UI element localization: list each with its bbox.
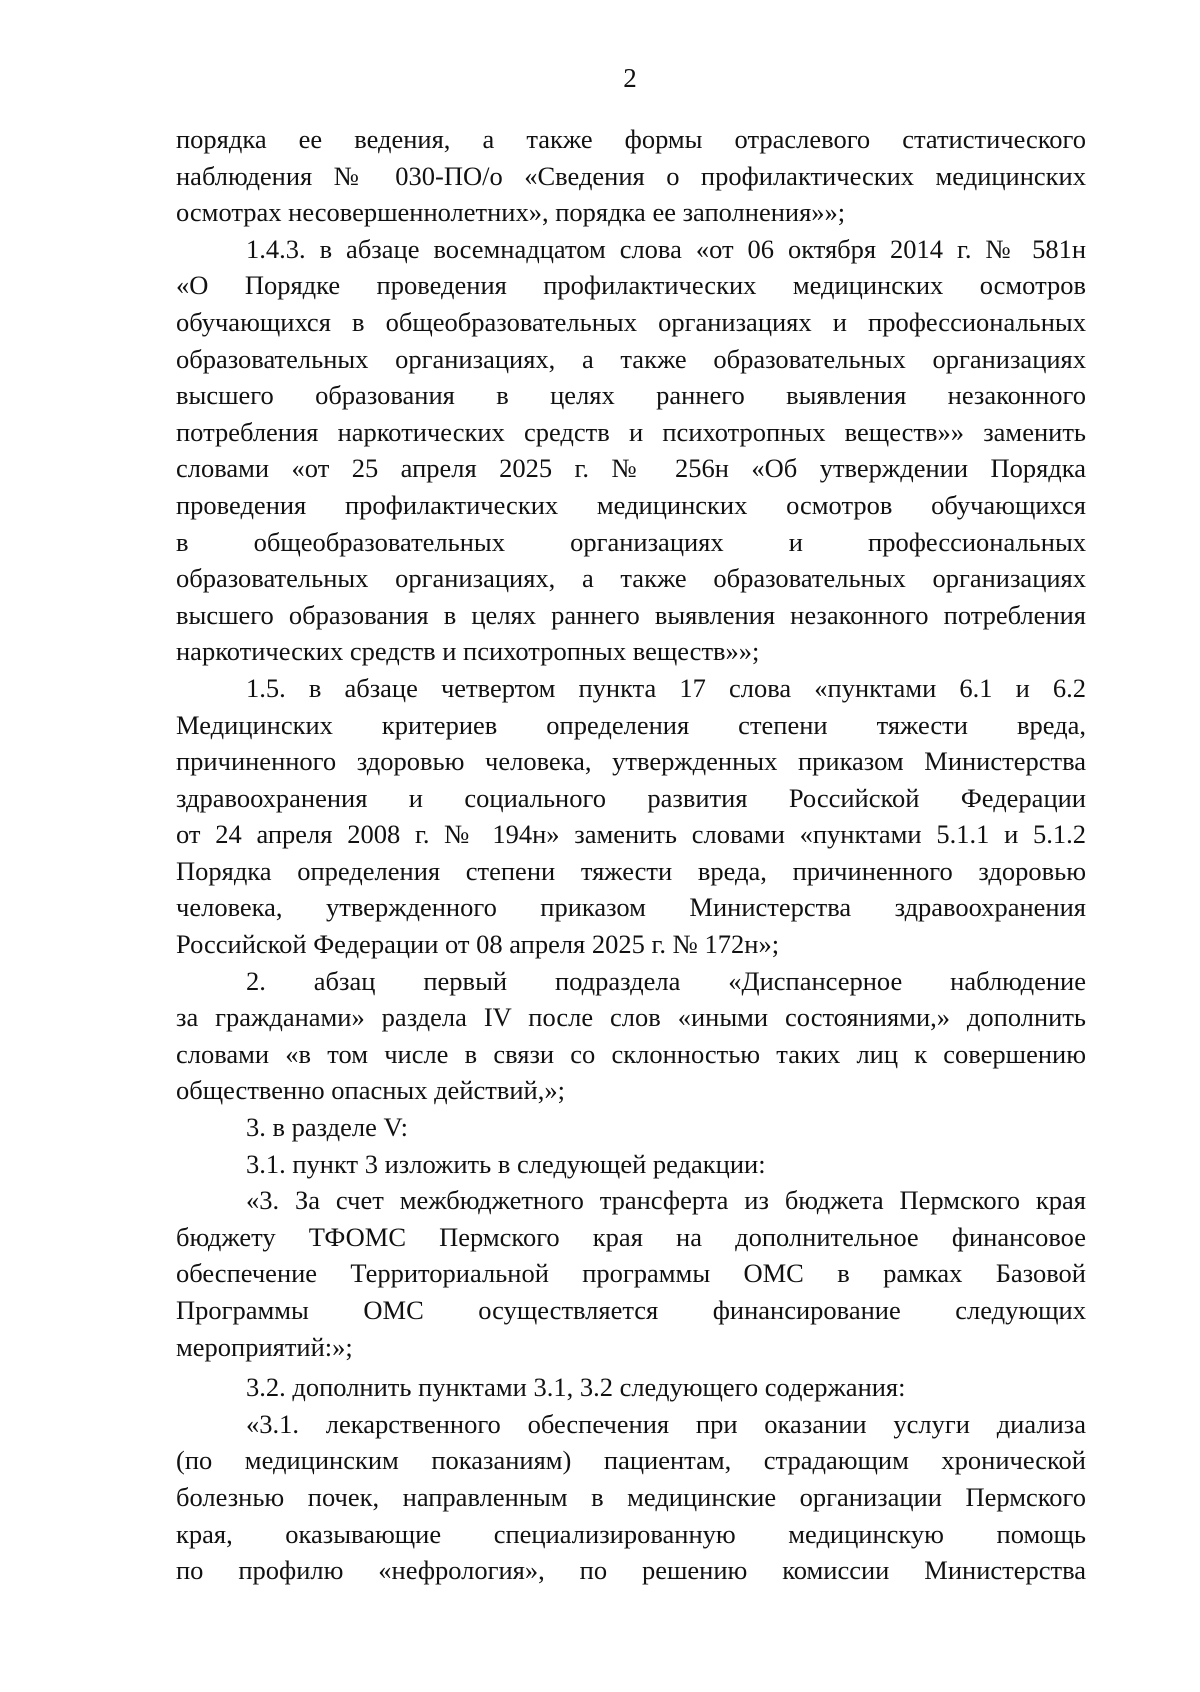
text-line: здравоохранения и социального развития Российской Федерации: [176, 782, 1086, 813]
text-line: края, оказывающие специализированную медицинскую помощь: [176, 1518, 1086, 1549]
text-line: человека, утвержденного приказом Министерства здравоохранения: [176, 892, 1086, 923]
text-line: словами «от 25 апреля 2025 г. № 256н «Об утверждении Порядка: [176, 453, 1086, 484]
text-line: осмотрах несовершеннолетних», порядка ее заполнения»»;: [176, 197, 846, 228]
text-line: от 24 апреля 2008 г. № 194н» заменить словами «пунктами 5.1.1 и 5.1.2: [176, 819, 1086, 850]
text-line: по профилю «нефрология», по решению комиссии Министерства: [176, 1555, 1086, 1586]
text-line: 3. в разделе V:: [246, 1112, 409, 1143]
text-line: обеспечение Территориальной программы ОМС в рамках Базовой: [176, 1258, 1086, 1289]
text-line: образовательных организациях, а также образовательных организациях: [176, 343, 1086, 374]
text-line: причиненного здоровью человека, утвержденных приказом Министерства: [176, 746, 1086, 777]
text-line: болезнью почек, направленным в медицинские организации Пермского: [176, 1481, 1086, 1512]
text-line: в общеобразовательных организациях и профессиональных: [176, 526, 1086, 557]
text-line: за гражданами» раздела IV после слов «иными состояниями,» дополнить: [176, 1002, 1086, 1033]
text-line: мероприятий:»;: [176, 1331, 353, 1362]
text-line: потребления наркотических средств и психотропных веществ»» заменить: [176, 416, 1086, 447]
text-line: 3.2. дополнить пунктами 3.1, 3.2 следующего содержания:: [246, 1372, 906, 1403]
text-line: наблюдения № 030-ПО/о «Сведения о профилактических медицинских: [176, 160, 1086, 191]
text-line: обучающихся в общеобразовательных организациях и профессиональных: [176, 306, 1086, 337]
page-number: 2: [623, 63, 637, 93]
text-line: порядка ее ведения, а также формы отраслевого статистического: [176, 124, 1086, 154]
text-line: «3. За счет межбюджетного трансферта из бюджета Пермского края: [246, 1185, 1086, 1216]
text-line: Программы ОМС осуществляется финансирование следующих: [176, 1295, 1086, 1325]
text-line: Российской Федерации от 08 апреля 2025 г. № 172н»;: [176, 929, 780, 960]
document-body: [176, 121, 1086, 1589]
text-line: (по медицинским показаниям) пациентам, страдающим хронической: [176, 1445, 1086, 1476]
text-line: наркотических средств и психотропных веществ»»;: [176, 636, 760, 667]
text-line: высшего образования в целях раннего выявления незаконного потребления: [176, 599, 1086, 630]
text-line: проведения профилактических медицинских осмотров обучающихся: [176, 489, 1086, 520]
text-line: образовательных организациях, а также образовательных организациях: [176, 563, 1086, 594]
text-line: Медицинских критериев определения степени тяжести вреда,: [176, 709, 1086, 740]
text-line: «О Порядке проведения профилактических медицинских осмотров: [176, 270, 1086, 301]
text-line: «3.1. лекарственного обеспечения при оказании услуги диализа: [246, 1408, 1086, 1439]
text-line: Порядка определения степени тяжести вреда, причиненного здоровью: [176, 855, 1086, 886]
text-line: общественно опасных действий,»;: [176, 1075, 565, 1106]
text-line: словами «в том числе в связи со склонностью таких лиц к совершению: [176, 1038, 1086, 1069]
text-line: 2. абзац первый подраздела «Диспансерное наблюдение: [246, 965, 1086, 996]
text-line: 3.1. пункт 3 изложить в следующей редакции:: [246, 1148, 766, 1179]
text-line: 1.5. в абзаце четвертом пункта 17 слова «пунктами 6.1 и 6.2: [246, 672, 1086, 703]
text-line: высшего образования в целях раннего выявления незаконного: [176, 380, 1086, 411]
text-line: бюджету ТФОМС Пермского края на дополнительное финансовое: [176, 1221, 1086, 1252]
text-line: 1.4.3. в абзаце восемнадцатом слова «от 06 октября 2014 г. № 581н: [246, 233, 1086, 264]
